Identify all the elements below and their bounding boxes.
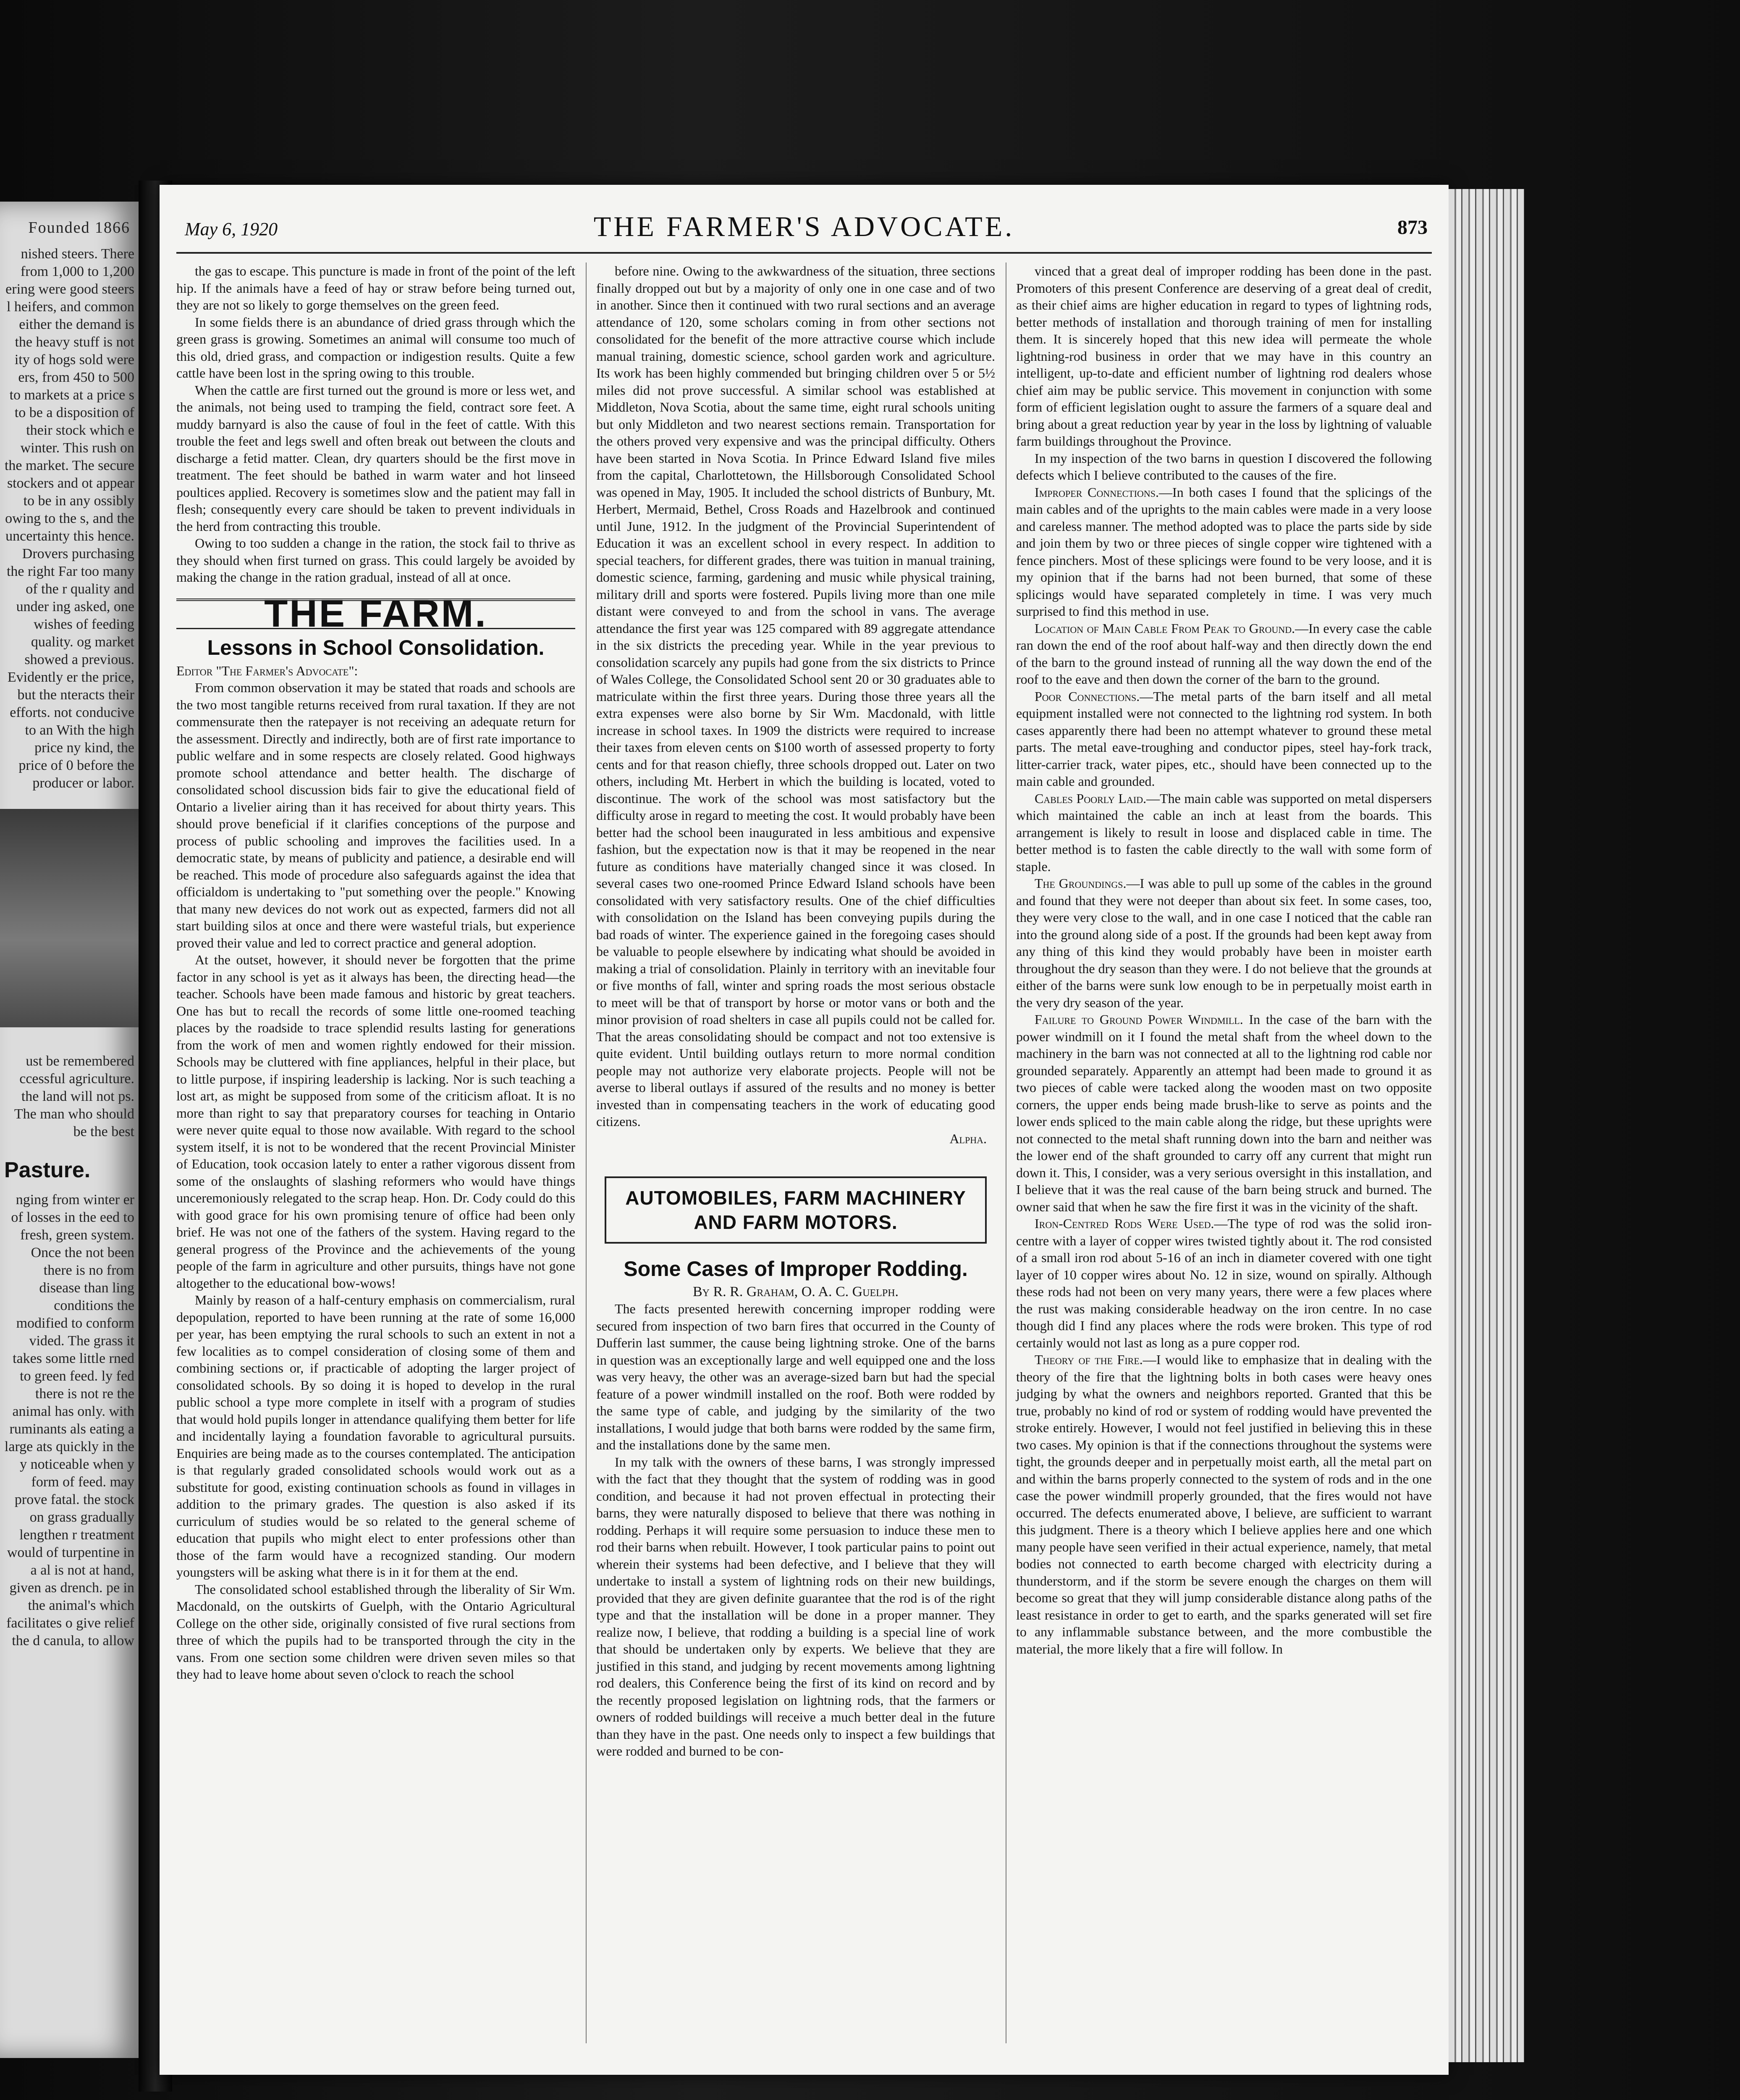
paragraph: The consolidated school established through the liberality of Sir Wm. Macdonald, on the outskirts of Guelph, with the Ontario Agricultural College on the other side, originally consisted of five rural sections from three of which the pupils had to be transported through the city in the vans. From one section some children were driven seven miles so that they had to leave home about seven o'clock to reach the school <box>176 1581 575 1682</box>
left-page-photo <box>0 809 139 1027</box>
subheading: Iron-Centred Rods Were Used. <box>1035 1216 1214 1231</box>
page-header <box>176 210 1432 248</box>
paragraph: In some fields there is an abundance of dried grass through which the green grass is growing. Sometimes an animal will consume too much of this old, dried grass, and compaction or indigestion results. Quite a few cattle have been lost in the spring owing to this trouble. <box>176 314 575 381</box>
paragraph: When the cattle are first turned out the ground is more or less wet, and the animals, not being used to tramping the field, contract sore feet. A muddy barnyard is also the cause of foul in the feet of cattle. With this trouble the feet and legs swell and often break out between the clouts and discharge a fetid matter. Clean, dry quarters should be the first move in treatment. The feet should be bathed in warm water and hot linseed poultices applied. Recovery is sometimes slow and the patient may fall in flesh; consequently every care should be taken to prevent individuals in the herd from contracting this trouble. <box>176 382 575 534</box>
article-title-school-consolidation: Lessons in School Consolidation. <box>207 636 545 659</box>
paragraph: vinced that a great deal of improper rodding has been done in the past. Promoters of this present Conference are deserving of a great deal of credit, as their chief aims are higher education in regard to types of lightning rods, better methods of installation and thorough training of men for installing them. It is sincerely hoped that this new idea will permeate the whole lightning-rod business in order that we may have in this country an intelligent, up-to-date and efficient number of lightning rod dealers whose chief aim may be public service. This movement in conjunction with some form of efficient legislation ought to assure the farmers of a square deal and bring about a great reduction year by year in the loss by lightning of valuable farm buildings throughout the Province. <box>1016 263 1432 449</box>
paragraph: Owing to too sudden a change in the ration, the stock fail to thrive as they should when first turned on grass. This could largely be avoided by making the change in the ration gradual, instead of all at once. <box>176 536 575 585</box>
paragraph: the gas to escape. This puncture is made in front of the point of the left hip. If the animals have a feed of hay or straw before being turned out, they are not so likely to gorge themselves on the green feed. <box>176 263 575 312</box>
issue-date: May 6, 1920 <box>185 219 278 239</box>
left-page-header: Founded 1866 <box>28 219 130 236</box>
motors-heading-line-2: AND FARM MOTORS. <box>694 1211 898 1233</box>
section-header-motors <box>605 1176 987 1244</box>
page-edges <box>1449 189 1524 2062</box>
publication-title: THE FARMER'S ADVOCATE. <box>593 210 1015 242</box>
paragraph: In my talk with the owners of these barns, I was strongly impressed with the fact that they thought that the system of rodding was in good condition, and because it had not proven effectual in protecting their barns, they were naturally disposed to believe that there was nothing in rodding. Perhaps it will require some persuasion to induce these men to rod their barns when rebuilt. However, I took particular pains to point out wherein their systems had been defective, and I believe that they will undertake to install a system of lightning rods on their new buildings, provided that they are given definite guarantee that the rod is of the right type and that the installation will be done in a proper manner. They realize now, I believe, that rodding a building is a special line of work that should be undertaken only by experts. We believe that they are justified in this stand, and judging by recent movements among lightning rod dealers, this Conference being the first of its kind on record and by the recently proposed legislation on lightning rods, that the farmers or owners of rodded buildings will receive a much better deal in the future than they have in the past. One needs only to inspect a few buildings that were rodded and burned to be con- <box>596 1454 995 1759</box>
page-number: 873 <box>1397 216 1428 239</box>
left-page-text-lower: ust be remembered ccessful agriculture. the land will not ps. The man who should be the best <box>14 1053 134 1139</box>
paragraph: From common observation it may be stated that roads and schools are the two most tangible returns received from rural taxation. If they are not commensurate then the ratepayer is not receiving an adequate return for the assessment. Directly and indirectly, both are of first rate importance to public welfare and in some respects are closely related. Good highways promote school attendance and better health. The discharge of consolidated school discussion bids fair to give the educational field of Ontario a livelier airing than it has received for about thirty years. This should prove beneficial if it clarifies conceptions of the purpose and process of public schooling and improves the facilities used. In a democratic state, by means of publicity and patience, a desirable end will be reached. This mode of procedure also safeguards against the idea that officialdom is undertaking to "put something over the people." Knowing that many new devices do not work out as expected, farmers did not all start building silos at once and there were wasteful trials, but experience proved their value and led to correct practice and general adoption. <box>176 680 575 950</box>
paragraph: Poor Connections.—The metal parts of the barn itself and all metal equipment installed were not connected to the lightning rod system. In both cases apparently there had been no attempt whatever to ground these metal parts. The metal eave-troughing and conductor pipes, steel hay-fork track, litter-carrier track, water pipes, etc., should have been connected up to the main cable and grounded. <box>1016 688 1432 789</box>
subheading: Failure to Ground Power Windmill. <box>1035 1012 1243 1027</box>
column-2 <box>596 262 995 1760</box>
subheading: The Groundings. <box>1035 876 1127 891</box>
left-page-text: nished steers. There from 1,000 to 1,200 ering were good steers l heifers, and common either the demand is the heavy stuff is not ity of hogs sold were ers, from 450 to 500 to markets at a price s to be a disposition of their stock which e winter. This rush on the market. The secure stockers and ot appear to be in any ossibly owing to the s, and the uncertainty this hence. Drovers purchasing the right Far too many of the r quality and under ing asked, one wishes of feeding quality. og market showed a previous. Evidently er the price, but the nteracts their efforts. not conducive to an With the high price ny kind, the price of 0 before the producer or labor. <box>4 246 134 791</box>
magazine-page <box>160 185 1449 2075</box>
paragraph: before nine. Owing to the awkwardness of the situation, three sections finally dropped out but by a majority of only one in one case and of two in another. Since then it continued with two rural sections and an average attendance of 120, some scholars coming in from other sections not consolidated for the benefit of the more attractive course which include manual training, domestic science, school garden work and agriculture. Its work has been highly commended but bringing children over 5 or 5½ miles did not prove successful. A similar school was established at Middleton, Nova Scotia, about the same time, eight rural schools uniting but only Middleton and two nearest sections remain. Transportation for the others proved very expensive and was the principal difficulty. Others have been started in Nova Scotia. In Prince Edward Island five miles from the capital, Charlottetown, the Hillsborough Consolidated School was opened in May, 1905. It included the school districts of Bunbury, Mt. Herbert, Mermaid, Bethel, Cross Roads and Hazelbrook and continued until June, 1912. In the judgment of the Provincial Superintendent of Education it was an excellent school in every respect. In addition to special teachers, for different grades, there was tuition in manual training, domestic science, farming, gardening and music while physical training, military drill and sports were fostered. Pupils living more than one mile distant were conveyed to and from the school in vans. The average attendance the first year was 125 compared with 89 aggregate attendance in the six districts the preceding year. While in the year previous to consolidation scarcely any pupils had gone from the six districts to Prince of Wales College, the Consolidated School sent 20 or 30 graduates able to matriculate within the first three years. During those three years all the extra expenses were also borne by Sir Wm. Macdonald, with little increase in school taxes. In 1909 the districts were required to increase their taxes from eleven cents on $100 worth of assessed property to forty cents and for that reason chiefly, three schools dropped out. Later on two others, including Mt. Herbert in which the building is located, voted to discontinue. The work of the school was most satisfactory but the difficulty arose in regard to meeting the cost. It would probably have been better had the school been inaugurated in less ambitious and expensive fashion, but the expectation now is that it may be reopened in the near future as conditions have materially changed since it was closed. In several cases two one-roomed Prince Edward Island schools have been consolidated with very satisfactory results. One of the chief difficulties with consolidation on the Island has been conveying pupils during the bad roads of winter. The experience gained in the foregoing cases should be valuable to people elsewhere by indicating what should be avoided in making a trial of consolidation. Plainly in territory with an inevitable four or five months of fall, winter and spring roads the most serious obstacle to meet will be that of transport by horse or motor vans or both and the minor provision of road shelters in case all pupils could not be called for. That the areas consolidating should be compact and not too extensive is quite evident. Until building outlays return to more normal condition people may not authorize very elaborate projects. People will not be averse to liberal outlays if assured of the results and no money is better invested than in compensating teachers in the work of educating good citizens. <box>596 263 995 1129</box>
paragraph: At the outset, however, it should never be forgotten that the prime factor in any school is yet as it always has been, the directing head—the teacher. Schools have been made famous and historic by great teachers. One has but to recall the records of some little one-roomed teaching places by the roadside to trace splendid results lasting for generations from the work of men and women rightly endowed for their mission. Schools may be cluttered with fine appliances, helpful in their place, but to little purpose, if inspiring leadership is lacking. Nor is such teaching a lost art, as might be supposed from some of the criticism afloat. It is no more than right to say that preparatory courses for teaching in Ontario were never quite equal to those now available. With regard to the school system itself, it is not to be wondered that the recent Provincial Minister of Education, took occasion lately to enter a rather vigorous dissent from some of the onslaughts of slashing reformers who would have things unceremoniously relegated to the scrap heap. Hon. Dr. Cody could do this with good grace for his own promising tenure of office had been only brief. He was not one of the fathers of the system. Having regard to the general progress of the Province and the achievements of the young people of the farm in agriculture and other pursuits, things have not gone altogether to the educational bow-wows! <box>176 952 575 1291</box>
paragraph: Location of Main Cable From Peak to Ground.—In every case the cable ran down the end of the roof about half-way and then directly down the end of the barn to the ground instead of running all the way down the end of the roof to the eave and then down the corner of the barn to the ground. <box>1016 620 1432 687</box>
left-page-heading: Pasture. <box>4 1158 91 1182</box>
article-signature: Alpha. <box>949 1131 987 1146</box>
article-title-improper-rodding: Some Cases of Improper Rodding. <box>624 1257 968 1281</box>
paragraph: The facts presented herewith concerning improper rodding were secured from inspection of two barn fires that occurred in the County of Dufferin last summer, the cause being lightning stroke. One of the barns in question was an exceptionally large and well equipped one and the loss was very heavy, the other was an average-sized barn but had the special feature of a power windmill installed on the roof. Both were rodded by the same type of cable, and judging by the similarity of the two installations, I would judge that both barns were rodded by the same firm, and the installations done by the same men. <box>596 1301 995 1452</box>
paragraph: Iron-Centred Rods Were Used.—The type of rod was the solid iron-centre with a layer of copper wires twisted tightly about it. The rod consisted of a small iron rod about 5-16 of an inch in diameter covered with one tight layer of 10 copper wires about No. 12 in size, wound on spirally. Although these rods had not been on very many years, there were a few places where the rust was making considerable headway on the iron centre. In no case though did I find any places where the rods were broken. This type of rod certainly would not last as long as a pure copper rod. <box>1016 1216 1432 1350</box>
left-page-text-pasture: nging from winter er of losses in the eed to fresh, green system. Once the not been there is no from disease than ling conditions the modified to conform vided. The grass it takes some little rned to green feed. ly fed there is not re the animal has only. with ruminants als eating a large ats quickly in the y noticeable when y form of feed. may prove fatal. the stock on grass gradually lengthen r treatment would of turpentine in a al is not at hand, given as drench. pe in the animal's which facilitates o give relief the d canula, to allow <box>4 1192 134 1648</box>
subheading: Location of Main Cable From Peak to Ground. <box>1035 620 1295 636</box>
subheading: Improper Connections. <box>1035 484 1159 500</box>
paragraph: Improper Connections.—In both cases I found that the splicings of the main cables and of the uprights to the main cables were made in a very loose and careless manner. The method adopted was to place the parts side by side and join them by two or three pieces of single copper wire tightened with a fence pinchers. Most of these splicings were found to be very loose, and it is my opinion that if the barns had not been burned, that some of these splicings would have separated completely in time. I was very much surprised to find this method in use. <box>1016 484 1432 619</box>
column-3 <box>1016 262 1432 1657</box>
paragraph: In my inspection of the two barns in question I discovered the following defects which I believe contributed to the causes of the fire. <box>1016 450 1432 483</box>
subheading: Cables Poorly Laid. <box>1035 790 1147 806</box>
section-header-box <box>176 592 575 635</box>
section-heading-the-farm: THE FARM. <box>264 592 487 635</box>
column-divider <box>586 262 587 2043</box>
article-byline: By R. R. Graham, O. A. C. Guelph. <box>692 1284 899 1299</box>
column-1 <box>176 262 575 1683</box>
paragraph: Mainly by reason of a half-century emphasis on commercialism, rural depopulation, reported to have been running at the rate of some 16,000 per year, has been emptying the rural schools to such an extent in not a few localities as to compel consideration of closing some of them and combining sections or, if practicable of adopting the larger project of consolidated schools. By so doing it is hoped to develop in the rural public school a type more complete in itself with a program of studies that would hold pupils longer in attendance qualifying them better for life and incidentally laying a foundation favorable to agricultural pursuits. Enquiries are being made as to the courses contemplated. The anticipation is that regularly graded consolidated schools would work out as a substitute for good, existing continuation schools as found in villages in addition to the primary grades. The question is also asked if its curriculum of studies would be so related to the general scheme of education that pupils who might elect to enter professions other than those of the farm would have a recognized standing. Our modern youngsters will be asking what there is in it for them at the end. <box>176 1292 575 1580</box>
left-facing-page <box>0 202 139 2058</box>
paragraph: The Groundings.—I was able to pull up some of the cables in the ground and found that they were not deeper than about six feet. In some cases, too, they were very close to the wall, and in one case I noticed that the cable ran into the ground along side of a post. If the grounds had been kept away from any thing of this kind they would probably have been in moister earth throughout the dry season than they were. I do not believe that the grounds at either of the barns were sunk low enough to be in perpetually moist earth in the very dry season of the year. <box>1016 876 1432 1010</box>
paragraph: Cables Poorly Laid.—The main cable was supported on metal dispersers which maintained the cable an inch at least from the boards. This arrangement is likely to result in loose and displaced cable in time. The better method is to fasten the cable directly to the wall with some form of staple. <box>1016 790 1432 874</box>
paragraph: Failure to Ground Power Windmill. In the case of the barn with the power windmill on it I found the metal shaft from the wheel down to the machinery in the barn was not connected at all to the lightning rod cable nor grounded separately. Apparently an attempt had been made to ground it as two pieces of cable were tacked along the wooden mast on two opposite corners, the upper ends being made brush-like to serve as points and the lower ends spliced to the main cable along the ridge, but these uprights were not connected to the metal shaft running down into the barn and neither was the lower end of the shaft grounded to carry off any current that might run down it. This, I consider, was a very serious oversight in this installation, and I believe that it was the real cause of the barn being struck and burned. The owner said that when he saw the fire first it was in the vicinity of the shaft. <box>1016 1012 1432 1214</box>
editor-salutation: Editor "The Farmer's Advocate": <box>176 663 358 678</box>
subheading: Poor Connections. <box>1035 688 1140 704</box>
motors-heading-line-1: AUTOMOBILES, FARM MACHINERY <box>625 1187 966 1209</box>
subheading: Theory of the Fire. <box>1035 1352 1143 1367</box>
header-rule <box>176 252 1432 254</box>
paragraph: Theory of the Fire.—I would like to emphasize that in dealing with the theory of the fire that the lightning bolts in both cases were heavy ones judging by what the owners and neighbors reported. Granted that this be true, probably no kind of rod or system of rodding would have prevented the stroke entirely. However, I would not feel justified in believing this in these two cases. My opinion is that if the connections throughout the systems were tight, the grounds deeper and in perpetually moist earth, all the metal part on and within the barns properly connected to the system of rods and in the one case the power windmill properly grounded, that the fires would not have occurred. The defects enumerated above, I believe, are sufficient to warrant this judgment. There is a theory which I believe applies here and one which many people have seen verified in their actual experience, namely, that metal bodies not connected to earth become charged with electricity during a thunderstorm, and if the storm be severe enough the charges on them will become so great that they will jump considerable distance along paths of the least resistance in order to get to earth, and the sparks generated will set fire to any inflammable substance between, and the more combustible the material, the more likely that a fire will follow. In <box>1016 1352 1432 1656</box>
